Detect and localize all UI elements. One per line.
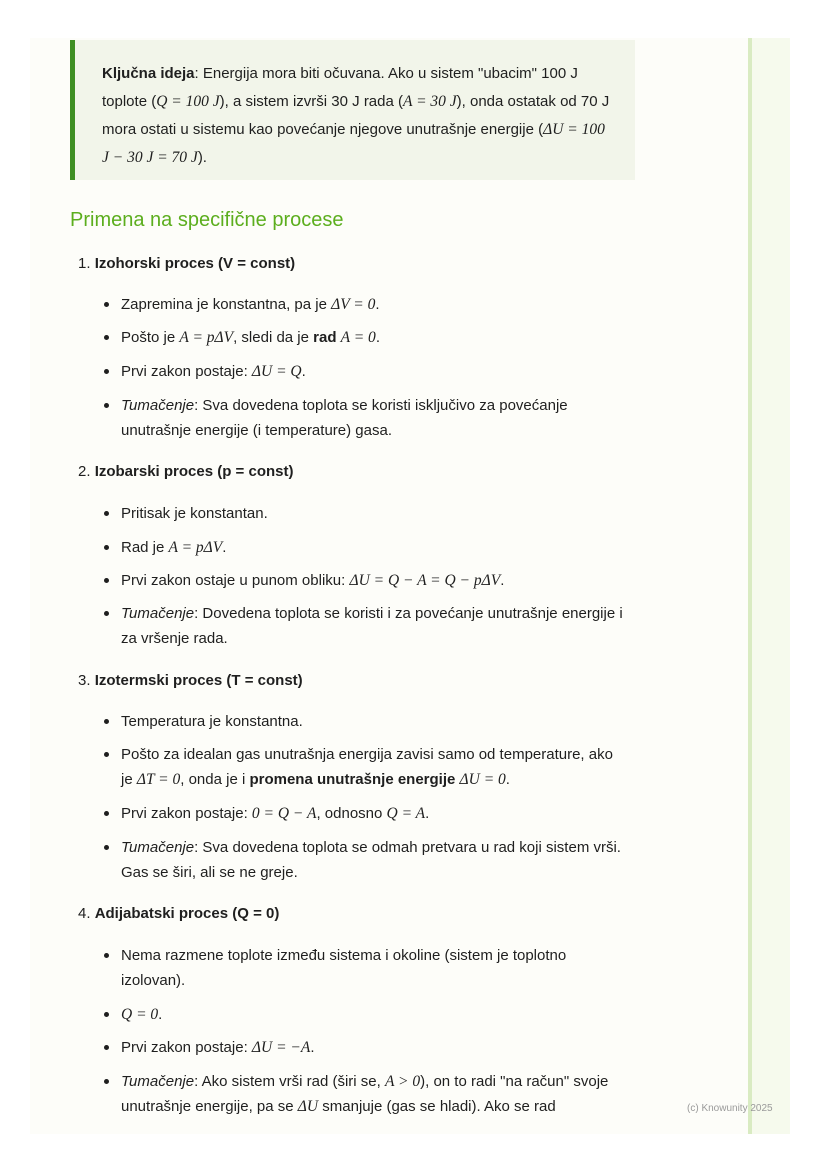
callout-math-3: ΔU = 100 J − 30 J = 70 J <box>102 121 605 166</box>
list-item <box>104 535 624 560</box>
item-math: A = pΔV <box>168 539 223 556</box>
section-heading: Primena na specifične procese <box>70 209 344 231</box>
section-3-number: 3. <box>78 672 91 689</box>
item-text: . <box>375 329 380 346</box>
callout-text-4: ). <box>197 149 207 166</box>
list-item <box>104 943 624 993</box>
item-text: , odnosno <box>316 805 387 822</box>
list-item <box>104 601 624 651</box>
section-2-title <box>78 462 294 482</box>
list-item <box>104 292 624 317</box>
item-text: Prvi zakon ostaje u punom obliku: <box>121 572 350 589</box>
item-text: . <box>505 771 510 788</box>
item-math: Q = A <box>386 805 426 822</box>
item-math: ΔU = Q <box>251 363 302 380</box>
list-item <box>104 325 624 350</box>
item-math: ΔU = 0 <box>459 771 506 788</box>
list-item <box>104 359 624 384</box>
list-item <box>104 742 624 792</box>
item-text: Temperatura je konstantna. <box>121 713 303 730</box>
item-math: A = pΔV <box>179 329 234 346</box>
item-math: A = 0 <box>340 329 376 346</box>
section-1-title <box>78 254 295 274</box>
list-item <box>104 1069 624 1119</box>
item-text: . <box>310 1039 315 1056</box>
item-text: . <box>222 539 227 556</box>
item-emphasis: Tumačenje <box>121 397 195 414</box>
item-text: : Sva dovedena toplota se koristi isključivo za povećanje unutrašnje energije (i temperature) gasa. <box>121 397 568 439</box>
item-text: , sledi da je <box>233 329 314 346</box>
item-text: . <box>375 296 380 313</box>
item-math: ΔV = 0 <box>331 296 376 313</box>
list-item <box>104 1035 624 1060</box>
item-bold: promena unutrašnje energije <box>249 771 456 788</box>
section-4-title-text: Adijabatski proces (Q = 0) <box>94 905 280 922</box>
item-emphasis: Tumačenje <box>121 1073 195 1090</box>
section-1-number: 1. <box>78 255 91 272</box>
item-text: . <box>425 805 430 822</box>
item-text: : Dovedena toplota se koristi i za povećanje unutrašnje energije i za vršenje rada. <box>121 605 623 647</box>
list-item <box>104 801 624 826</box>
item-bold: rad <box>313 329 337 346</box>
item-emphasis: Tumačenje <box>121 839 195 856</box>
callout-math-2: A = 30 J <box>403 93 457 110</box>
item-math: ΔU <box>297 1098 319 1115</box>
list-item <box>104 709 624 734</box>
item-text: Prvi zakon postaje: <box>121 1039 252 1056</box>
item-text: smanjuje (gas se hladi). Ako se rad <box>318 1098 556 1115</box>
item-math: A > 0 <box>384 1073 421 1090</box>
section-1-title-text: Izohorski proces (V = const) <box>94 255 296 272</box>
item-text: : Sva dovedena toplota se odmah pretvara u rad koji sistem vrši. Gas se širi, ali se ne greje. <box>121 839 621 881</box>
callout-label: Ključna ideja <box>102 65 195 82</box>
key-idea-callout <box>70 40 635 180</box>
callout-text-2: ), a sistem izvrši 30 J rada ( <box>219 93 404 110</box>
item-math: ΔU = −A <box>251 1039 311 1056</box>
item-math: 0 = Q − A <box>251 805 317 822</box>
callout-text-1: : Energija mora biti očuvana. Ako u sistem "ubacim" 100 J toplote ( <box>102 65 578 110</box>
item-text: Pritisak je konstantan. <box>121 505 268 522</box>
item-text: , onda je i <box>180 771 250 788</box>
section-4-title <box>78 904 279 924</box>
side-margin-bar <box>748 38 790 1134</box>
list-item <box>104 393 624 443</box>
callout-text-3: ), onda ostatak od 70 J mora ostati u sistemu kao povećanje njegove unutrašnje energije ( <box>102 93 610 138</box>
item-text: . <box>500 572 505 589</box>
item-text: Nema razmene toplote između sistema i okoline (sistem je toplotno izolovan). <box>121 947 567 989</box>
item-emphasis: Tumačenje <box>121 605 195 622</box>
item-text: : Ako sistem vrši rad (širi se, <box>194 1073 385 1090</box>
list-item <box>104 835 624 885</box>
item-text: Pošto za idealan gas unutrašnja energija zavisi samo od temperature, ako je <box>121 746 613 788</box>
list-item <box>104 501 624 526</box>
callout-math-1: Q = 100 J <box>156 93 220 110</box>
section-3-title-text: Izotermski proces (T = const) <box>94 672 303 689</box>
item-math: ΔT = 0 <box>136 771 181 788</box>
item-text: Rad je <box>121 539 169 556</box>
list-item <box>104 1002 624 1027</box>
section-2-title-text: Izobarski proces (p = const) <box>94 463 294 480</box>
item-math: Q = 0 <box>121 1006 159 1023</box>
section-2-number: 2. <box>78 463 91 480</box>
item-text: ), on to radi "na račun" svoje unutrašnje energije, pa se <box>121 1073 609 1115</box>
item-text: Pošto je <box>121 329 180 346</box>
item-text: . <box>158 1006 163 1023</box>
item-math: ΔU = Q − A = Q − pΔV <box>349 572 501 589</box>
item-text: Zapremina je konstantna, pa je <box>121 296 332 313</box>
section-3-title <box>78 671 303 691</box>
list-item <box>104 568 624 593</box>
copyright-footer: (c) Knowunity 2025 <box>687 1103 773 1114</box>
item-text: Prvi zakon postaje: <box>121 805 252 822</box>
item-text: . <box>301 363 306 380</box>
section-4-number: 4. <box>78 905 91 922</box>
item-text: Prvi zakon postaje: <box>121 363 252 380</box>
